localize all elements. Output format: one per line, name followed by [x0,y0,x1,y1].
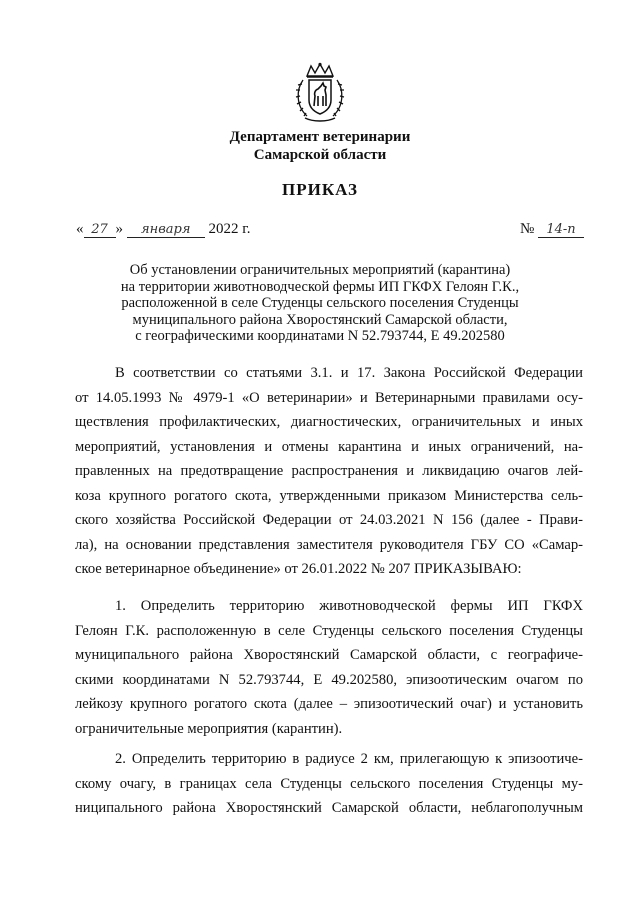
subject-line: расположенной в селе Студенцы сельского поселения Студенцы [121,295,519,312]
body-line: Гелоян Г.К. расположенную в селе Студенцы сельского поселения Студенцы [75,622,583,639]
number-label: № [519,221,535,237]
date-day: 27 [84,222,116,238]
body-line: ское ветеринарное объединение» от 26.01.2022 № 207 ПРИКАЗЫВАЮ: [75,561,522,577]
date-month: января [127,222,205,238]
body-line: В соответствии со статьями 3.1. и 17. Закона Российской Федерации [115,365,583,381]
body-line: 2. Определить территорию в радиусе 2 км, прилегающую к эпизоотиче- [115,751,583,767]
order-subject [0,262,640,345]
department-name-line1: Департамент ветеринарии [229,129,411,145]
date-close-quote: » [115,221,123,237]
body-line: мероприятий, установления и отмены карантина и иных ограничений, на- [75,438,583,455]
date-year: 2022 г. [208,221,251,237]
document-type-title: ПРИКАЗ [282,180,358,199]
body-line: 1. Определить территорию животноводческой фермы ИП ГКФХ [115,598,583,614]
item-2-paragraph [75,747,583,821]
body-line: скими координатами N 52.793744, E 49.202580, эпизоотическим очагом по [75,671,583,688]
body-line: лейкозу крупного рогатого скота (далее – эпизоотический очаг) и установить [75,696,583,712]
item-1-paragraph [75,594,583,741]
body-line: ограничительные мероприятия (карантин). [75,720,343,737]
coat-of-arms-icon [293,62,347,124]
body-line: от 14.05.1993 № 4979-1 «О ветеринарии» и Ветеринарными правилами осу- [75,389,583,406]
body-line: скому очагу, в границах села Студенцы сельского поселения Студенцы му- [75,775,583,792]
subject-line: Об установлении ограничительных мероприятий (карантина) [129,262,511,278]
body-line: правленных на предотвращение распространения и ликвидацию очагов лей- [75,463,583,479]
department-name-line2: Самарской области [253,147,387,163]
body-line: ниципального района Хворостянский Самарской области, неблагополучным [75,800,583,816]
body-line: ла), на основании представления заместителя руководителя ГБУ СО «Самар- [75,536,583,553]
preamble-paragraph [75,361,583,582]
order-number [520,221,584,238]
subject-line: муниципального района Хворостянский Самарской области, [132,311,508,328]
subject-line: на территории животноводческой фермы ИП ГКФХ Гелоян Г.К., [120,278,520,295]
body-line: коза крупного рогатого скота, утвержденными приказом Министерства сель- [75,487,583,504]
body-line: ского хозяйства Российской Федерации от 24.03.2021 N 156 (далее - Прави- [75,512,583,528]
order-date [76,221,250,238]
date-open-quote: « [76,221,84,237]
body-line: ществления профилактических, диагностических, ограничительных и иных [75,414,583,430]
body-line: муниципального района Хворостянский Самарской области, с географиче- [75,647,583,663]
subject-line: с географическими координатами N 52.793744, E 49.202580 [135,328,505,345]
number-value: 14-п [538,222,584,238]
